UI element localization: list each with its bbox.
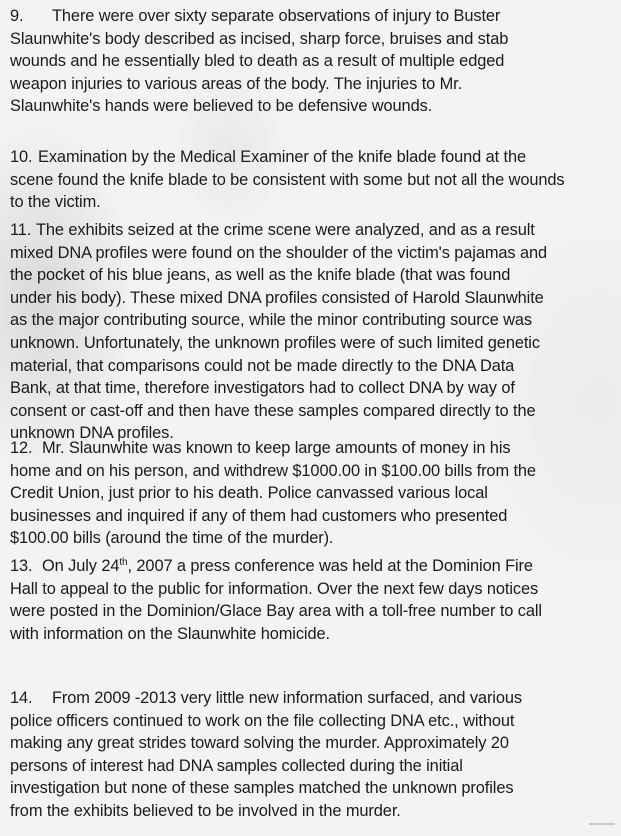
paragraph-line: businesses and inquired if any of them had customers who presented xyxy=(10,506,508,525)
paragraph-line: $100.00 bills (around the time of the murder). xyxy=(10,529,334,548)
paragraph-line: wounds and he essentially bled to death as a result of multiple edged xyxy=(10,52,505,71)
line-text: There were over sixty separate observations of injury to Buster xyxy=(52,7,501,25)
paragraph-line: to the victim. xyxy=(10,193,101,212)
paragraph-line: unknown DNA profiles. xyxy=(10,424,174,443)
paragraph-line xyxy=(10,437,606,460)
line-text: , 2007 a press conference was held at the Dominion Fire xyxy=(127,557,533,575)
paragraph-14 xyxy=(10,687,606,823)
paragraph-line xyxy=(10,146,606,169)
paragraph-line: Bank, at that time, therefore investigators had to collect DNA by way of xyxy=(10,379,515,398)
paragraph-number: 11. xyxy=(10,221,32,239)
paragraph-line: as the major contributing source, while the minor contributing source was xyxy=(10,311,533,330)
paragraph-line: Hall to appeal to the public for information. Over the next few days notices xyxy=(10,579,539,598)
paragraph-9 xyxy=(10,5,606,118)
line-text: Mr. Slaunwhite was known to keep large amounts of money in his xyxy=(42,439,511,457)
paragraph-line: home and on his person, and withdrew $1000.00 in $100.00 bills from the xyxy=(10,461,536,480)
paragraph-line: police officers continued to work on the file collecting DNA etc., without xyxy=(10,711,515,730)
paragraph-line: were posted in the Dominion/Glace Bay area with a toll-free number to call xyxy=(10,602,542,621)
paragraph-line: scene found the knife blade to be consistent with some but not all the wounds xyxy=(10,170,565,189)
paragraph-line xyxy=(10,5,606,28)
ordinal-suffix: th xyxy=(119,557,128,568)
line-text: Examination by the Medical Examiner of the knife blade found at the xyxy=(38,148,527,166)
paragraph-number: 14. xyxy=(10,689,33,707)
paragraph-line: making any great strides toward solving the murder. Approximately 20 xyxy=(10,734,509,753)
paragraph-number: 10. xyxy=(10,148,33,166)
line-text: From 2009 -2013 very little new information surfaced, and various xyxy=(52,689,522,707)
paragraph-line xyxy=(10,687,606,710)
paragraph-line: Slaunwhite's body described as incised, sharp force, bruises and stab xyxy=(10,29,509,48)
paragraph-13 xyxy=(10,555,606,645)
paragraph-line: the pocket of his blue jeans, as well as the knife blade (that was found xyxy=(10,266,511,285)
scan-artifact xyxy=(589,823,615,825)
paragraph-line: persons of interest had DNA samples collected during the initial xyxy=(10,756,463,775)
paragraph-number: 12. xyxy=(10,439,33,457)
line-text: The exhibits seized at the crime scene were analyzed, and as a result xyxy=(36,221,535,239)
paragraph-line: mixed DNA profiles were found on the shoulder of the victim's pajamas and xyxy=(10,243,548,262)
paragraph-line: unknown. Unfortunately, the unknown profiles were of such limited genetic xyxy=(10,333,540,352)
paragraph-number: 13. xyxy=(10,557,33,575)
paragraph-line: weapon injuries to various areas of the body. The injuries to Mr. xyxy=(10,74,463,93)
paragraph-line xyxy=(10,555,606,578)
paragraph-line: Slaunwhite's hands were believed to be defensive wounds. xyxy=(10,97,433,116)
paragraph-12 xyxy=(10,437,606,550)
paragraph-line: material, that comparisons could not be made directly to the DNA Data xyxy=(10,356,515,375)
paragraph-line: consent or cast-off and then have these samples compared directly to the xyxy=(10,401,536,420)
paragraph-10 xyxy=(10,146,606,214)
paragraph-11 xyxy=(10,219,606,445)
paragraph-number: 9. xyxy=(10,7,24,25)
line-text: On July 24 xyxy=(42,557,120,575)
paragraph-line: Credit Union, just prior to his death. Police canvassed various local xyxy=(10,484,488,503)
paragraph-line: from the exhibits believed to be involved in the murder. xyxy=(10,801,401,820)
paragraph-line: with information on the Slaunwhite homicide. xyxy=(10,624,330,643)
paragraph-line xyxy=(10,219,606,242)
paragraph-line: under his body). These mixed DNA profiles consisted of Harold Slaunwhite xyxy=(10,288,544,307)
paragraph-line: investigation but none of these samples matched the unknown profiles xyxy=(10,779,514,798)
